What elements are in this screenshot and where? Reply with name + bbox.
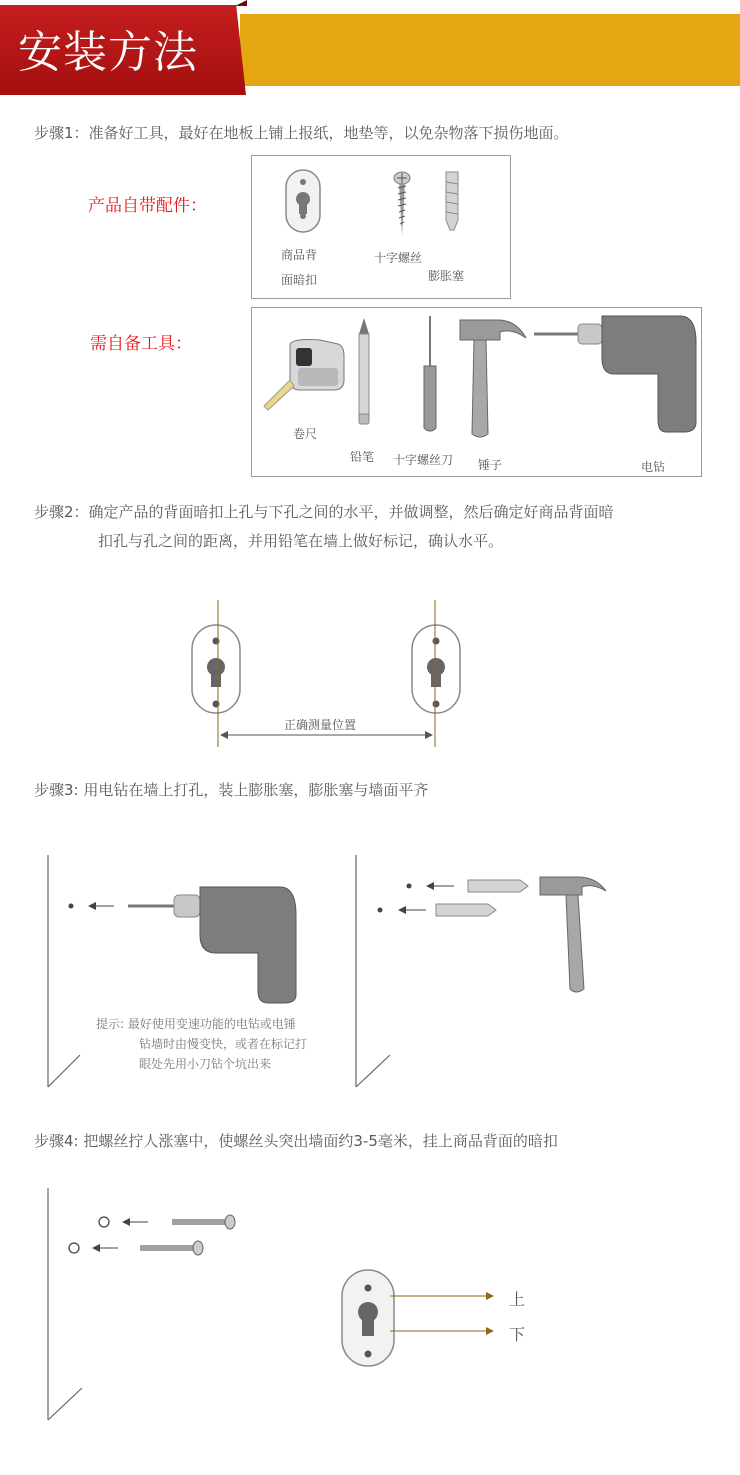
measure-label: 正确测量位置	[284, 718, 357, 732]
tape-caption: 卷尺	[293, 427, 318, 441]
hanger-caption-line1: 商品背	[281, 248, 318, 262]
step2-text-line2: 扣孔与孔之间的距离，并用铅笔在墙上做好标记，确认水平。	[98, 532, 504, 550]
banner-fold	[235, 0, 247, 6]
screwdriver-icon	[420, 316, 440, 434]
tools-label: 需自备工具：	[90, 334, 192, 354]
step4-text: 步骤4: 把螺丝拧人涨塞中，使螺丝头突出墙面约3-5毫米，挂上商品背面的暗扣	[34, 1132, 558, 1150]
up-label: 上	[509, 1290, 526, 1309]
hammer-icon	[458, 314, 528, 440]
hanger-caption-line2: 面暗扣	[281, 273, 318, 287]
accessories-label: 产品自带配件：	[88, 196, 207, 216]
drill-caption: 电钻	[641, 460, 666, 474]
step2-text-line1: 步骤2：确定产品的背面暗扣上孔与下孔之间的水平，并做调整，然后确定好商品背面暗	[34, 503, 614, 521]
hammer-caption: 锤子	[478, 458, 503, 472]
pencil-caption: 铅笔	[350, 450, 375, 464]
hanger-plate-icon	[284, 168, 324, 238]
accessories-box	[251, 155, 511, 299]
hang-diagram	[40, 1188, 560, 1428]
page-title: 安装方法	[18, 27, 198, 78]
down-label: 下	[509, 1325, 526, 1344]
drill-icon	[534, 312, 700, 434]
anchor-wall-panel	[350, 855, 630, 1095]
screwdriver-caption: 十字螺丝刀	[393, 453, 454, 467]
hint-line1: 提示: 最好使用变速功能的电钻或电锤	[96, 1017, 296, 1031]
anchor-caption: 膨胀塞	[428, 269, 465, 283]
tools-box	[251, 307, 702, 477]
anchor-icon	[440, 170, 464, 232]
hint-line3: 眼处先用小刀钻个坑出来	[139, 1057, 272, 1071]
step1-text: 步骤1：准备好工具，最好在地板上铺上报纸，地垫等，以免杂物落下损伤地面。	[34, 124, 569, 142]
hint-line2: 钻墙时由慢变快，或者在标记打	[139, 1037, 308, 1051]
screw-caption: 十字螺丝	[374, 251, 423, 265]
step3-text: 步骤3: 用电钻在墙上打孔，装上膨胀塞，膨胀塞与墙面平齐	[34, 781, 429, 799]
measure-diagram	[0, 595, 740, 755]
pencil-icon	[356, 318, 372, 428]
tape-measure-icon	[260, 336, 350, 416]
screw-icon	[392, 170, 412, 240]
banner-gold-bar	[240, 14, 740, 86]
